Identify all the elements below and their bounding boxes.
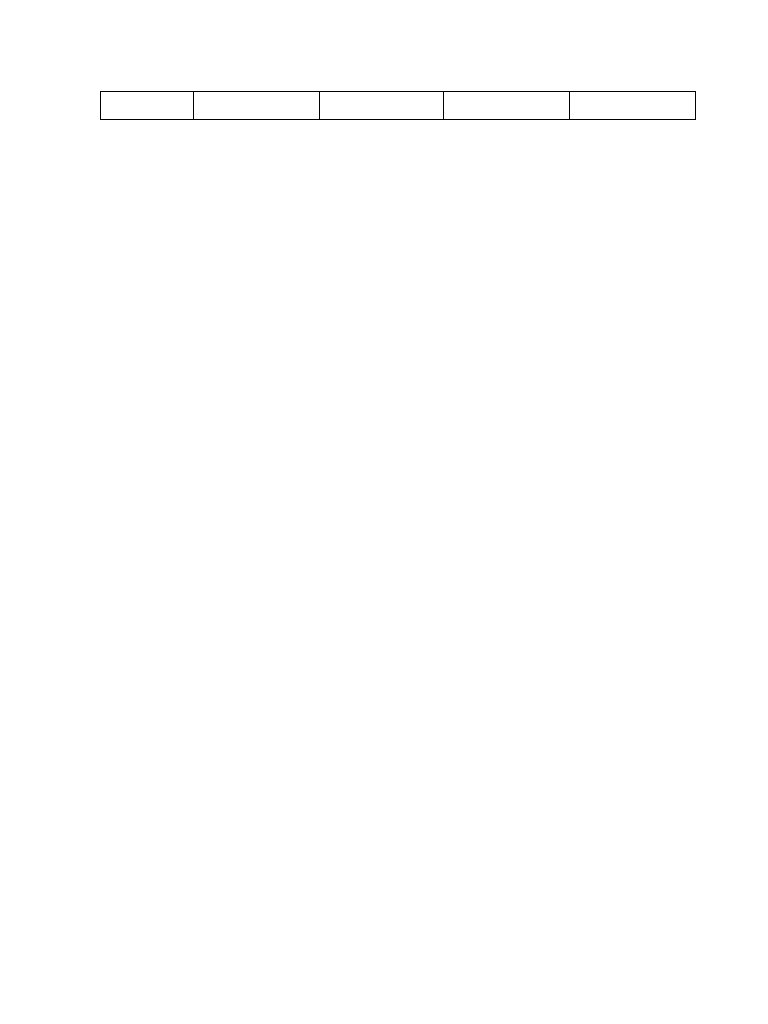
endings-table	[100, 91, 696, 120]
table-header-row	[101, 92, 696, 120]
header-cell	[193, 92, 319, 120]
header-cell	[101, 92, 194, 120]
